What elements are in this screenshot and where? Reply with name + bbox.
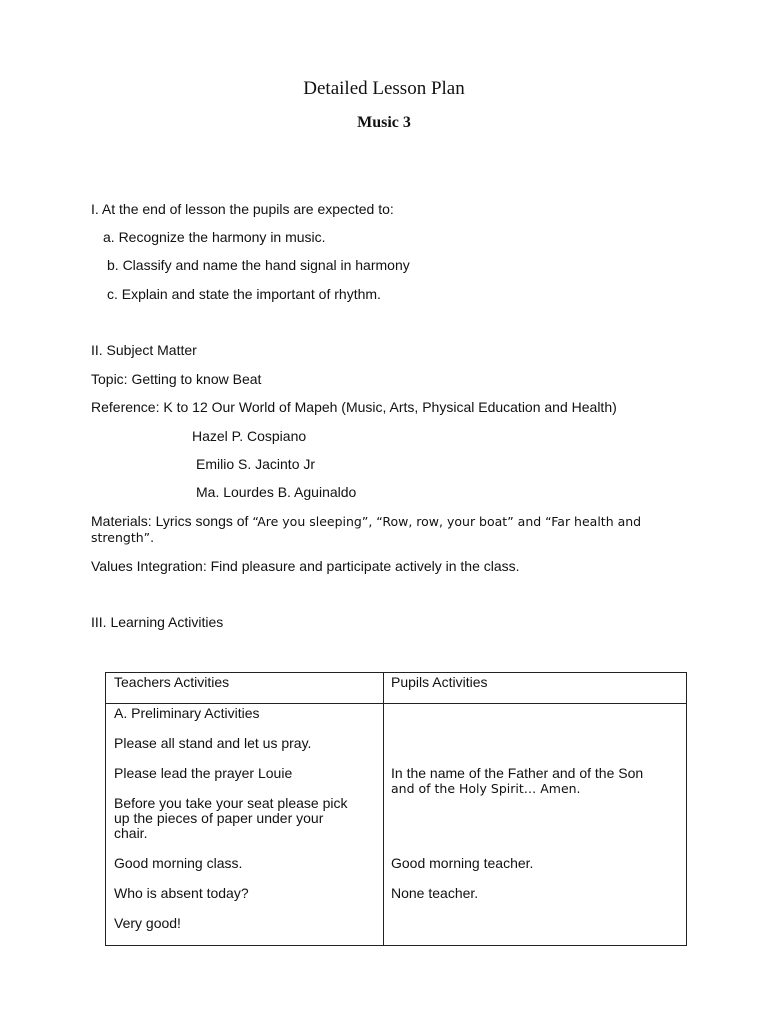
teacher-line: Please all stand and let us pray.: [114, 735, 312, 751]
table-header-cell: [384, 673, 687, 704]
teacher-line: Good morning class.: [114, 855, 243, 871]
teacher-line: chair.: [114, 825, 148, 841]
table-header-row: [106, 673, 687, 704]
subject-matter-heading: II. Subject Matter: [91, 342, 197, 358]
materials-songs: “Are you sleeping”, “Row, row, your boat” and “Far health and: [252, 514, 642, 529]
teacher-line: Please lead the prayer Louie: [114, 765, 293, 781]
materials-prefix: Materials: Lyrics songs of: [91, 513, 253, 529]
teacher-line: up the pieces of paper under your: [114, 810, 324, 826]
table-row: [106, 704, 687, 946]
teachers-activities-header: Teachers Activities: [114, 674, 230, 690]
pupil-line: and of the Holy Spirit… Amen.: [391, 781, 581, 796]
teacher-line: Before you take your seat please pick: [114, 795, 348, 811]
objective-item: b. Classify and name the hand signal in harmony: [107, 257, 410, 273]
reference-author: Ma. Lourdes B. Aguinaldo: [196, 484, 357, 500]
teacher-line: Who is absent today?: [114, 885, 249, 901]
document-title: Detailed Lesson Plan: [303, 78, 465, 99]
teacher-activities-cell: [106, 704, 384, 946]
values-integration-line: Values Integration: Find pleasure and participate actively in the class.: [91, 558, 520, 574]
materials-continuation: strength”.: [91, 530, 155, 545]
reference-line: Reference: K to 12 Our World of Mapeh (Music, Arts, Physical Education and Health): [91, 399, 617, 415]
table-header-cell: [106, 673, 384, 704]
materials-line: [91, 513, 641, 530]
reference-author: Emilio S. Jacinto Jr: [196, 456, 316, 472]
pupil-line: In the name of the Father and of the Son: [391, 765, 644, 781]
pupil-line: Good morning teacher.: [391, 855, 534, 871]
objectives-heading: I. At the end of lesson the pupils are expected to:: [91, 201, 394, 217]
pupil-line: None teacher.: [391, 885, 479, 901]
activities-table: [105, 672, 687, 946]
reference-author: Hazel P. Cospiano: [192, 428, 307, 444]
pupils-activities-header: Pupils Activities: [391, 674, 488, 690]
objective-item: c. Explain and state the important of rhythm.: [107, 286, 381, 302]
document-subtitle: Music 3: [357, 114, 411, 131]
pupil-activities-cell: [384, 704, 687, 946]
teacher-line: A. Preliminary Activities: [114, 705, 260, 721]
learning-activities-heading: III. Learning Activities: [91, 614, 224, 630]
teacher-line: Very good!: [114, 915, 181, 931]
topic-line: Topic: Getting to know Beat: [91, 371, 262, 387]
objective-item: a. Recognize the harmony in music.: [103, 229, 326, 245]
